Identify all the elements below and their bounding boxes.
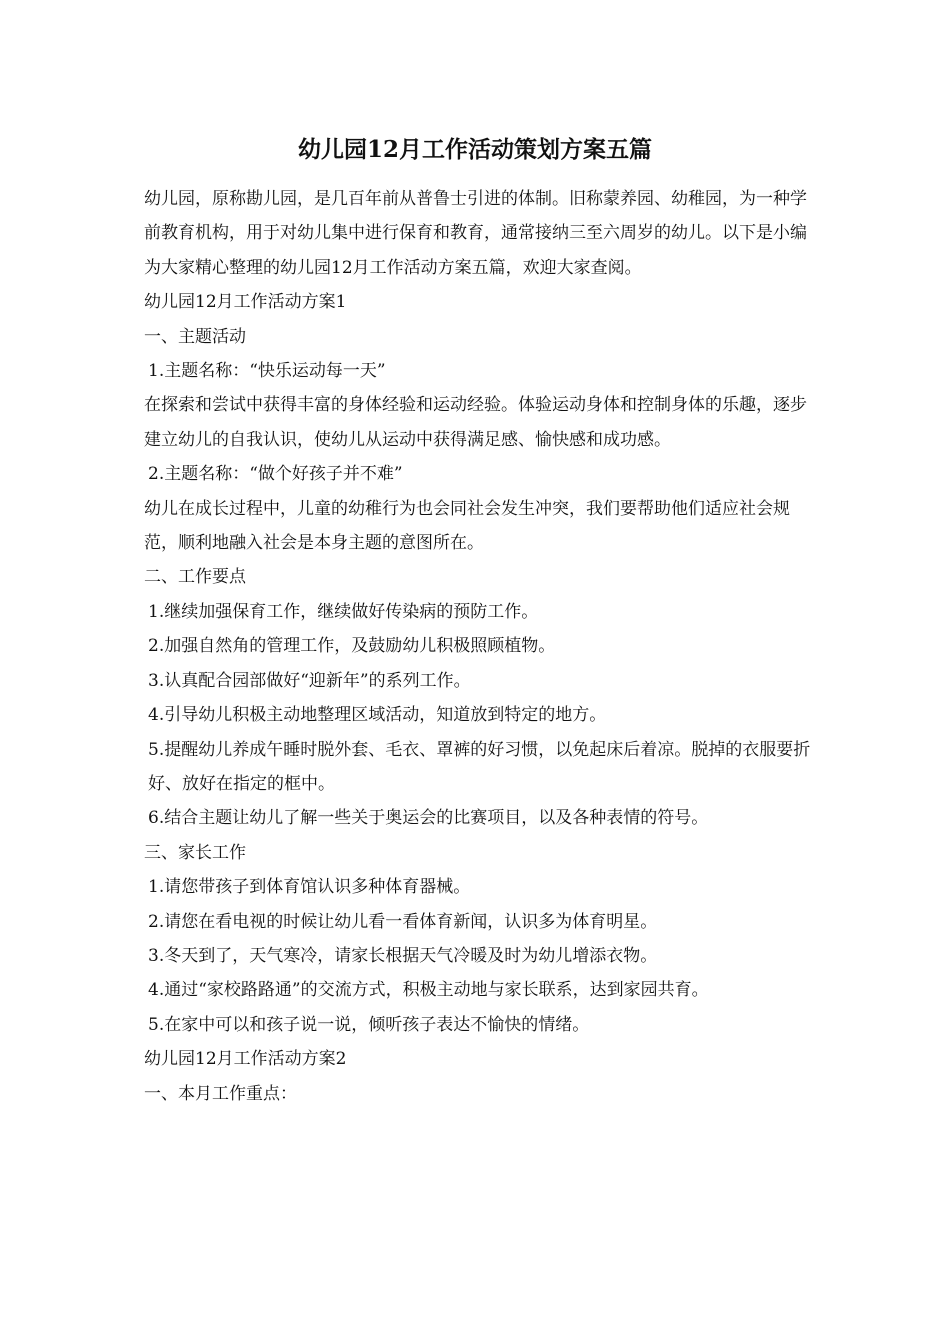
list-item: 6.结合主题让幼儿了解一些关于奥运会的比赛项目，以及各种表情的符号。 — [148, 808, 709, 829]
subheading-theme-activity: 一、主题活动 — [144, 326, 246, 347]
list-item: 3.冬天到了，天气寒冷，请家长根据天气冷暖及时为幼儿增添衣物。 — [148, 945, 658, 966]
list-item: 2.主题名称：“做个好孩子并不难” — [148, 464, 403, 485]
list-item: 1.继续加强保育工作，继续做好传染病的预防工作。 — [148, 601, 539, 622]
list-item: 1.请您带孩子到体育馆认识多种体育器械。 — [148, 877, 471, 898]
paragraph: 在探索和尝试中获得丰富的身体经验和运动经验。体验运动身体和控制身体的乐趣，逐步建立幼儿的自我认识，使幼儿从运动中获得满足感、愉快感和成功感。 — [144, 395, 807, 450]
paragraph: 幼儿在成长过程中，儿童的幼稚行为也会同社会发生冲突，我们要帮助他们适应社会规范，顺利地融入社会是本身主题的意图所在。 — [144, 498, 790, 554]
document-title: 幼儿园12月工作活动策划方案五篇 — [297, 136, 652, 163]
intro-paragraph: 幼儿园，原称勘儿园，是几百年前从普鲁士引进的体制。旧称蒙养园、幼稚园，为一种学前教育机构，用于对幼儿集中进行保育和教育，通常接纳三至六周岁的幼儿。以下是小编为大家精心整理的幼儿园12月工作活动方案五篇，欢迎大家查阅。 — [144, 189, 807, 278]
list-item: 2.加强自然角的管理工作，及鼓励幼儿积极照顾植物。 — [148, 636, 556, 657]
document-body — [144, 182, 812, 1111]
subheading-monthly-focus: 一、本月工作重点： — [144, 1083, 297, 1104]
list-item: 2.请您在看电视的时候让幼儿看一看体育新闻，认识多为体育明星。 — [148, 911, 658, 932]
list-item: 4.通过“家校路路通”的交流方式，积极主动地与家长联系，达到家园共育。 — [148, 980, 709, 1001]
subheading-work-points: 二、工作要点 — [144, 567, 246, 588]
section-heading-plan-2: 幼儿园12月工作活动方案2 — [144, 1049, 347, 1070]
subheading-parent-work: 三、家长工作 — [144, 842, 246, 863]
list-item: 4.引导幼儿积极主动地整理区域活动，知道放到特定的地方。 — [148, 705, 607, 726]
section-heading-plan-1: 幼儿园12月工作活动方案1 — [144, 292, 347, 313]
list-item: 1.主题名称：“快乐运动每一天” — [148, 361, 386, 382]
list-item: 5.提醒幼儿养成午睡时脱外套、毛衣、罩裤的好习惯，以免起床后着凉。脱掉的衣服要折好、放好在指定的框中。 — [148, 739, 811, 794]
list-item: 5.在家中可以和孩子说一说，倾听孩子表达不愉快的情绪。 — [148, 1014, 590, 1035]
list-item: 3.认真配合园部做好“迎新年”的系列工作。 — [148, 670, 471, 691]
